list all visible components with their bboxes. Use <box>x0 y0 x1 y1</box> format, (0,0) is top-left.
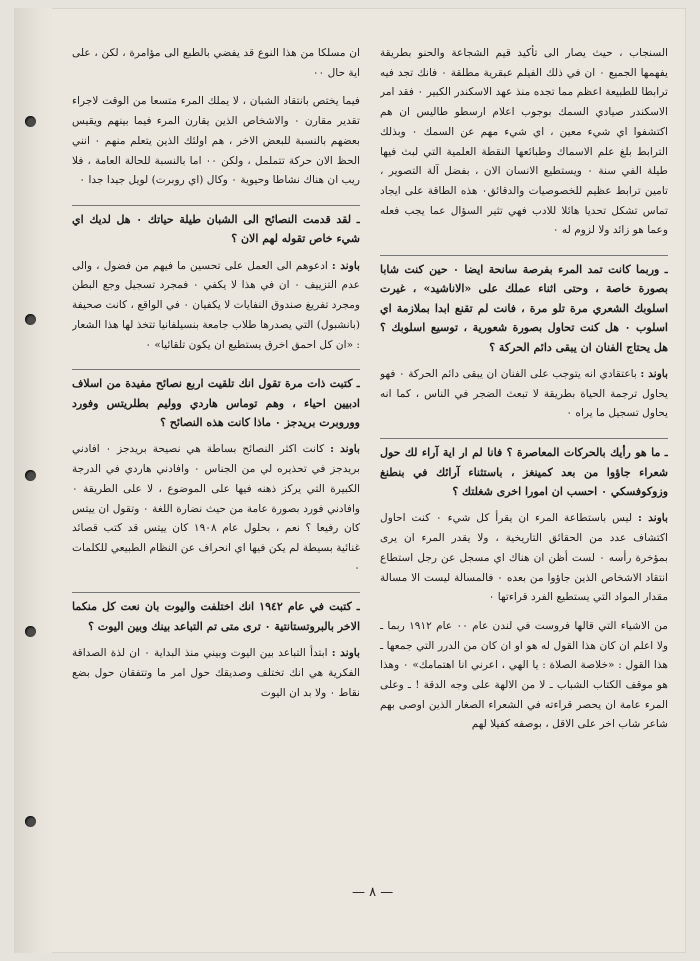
text-column-left <box>72 44 360 844</box>
binding-strip <box>14 8 52 953</box>
speaker-label: باوند : <box>331 259 360 272</box>
interview-answer <box>72 440 360 578</box>
answer-text: ابتدأ التباعد بين اليوت وبيني منذ البداية ٠ ان لذة الصداقة الفكرية هي انك تختلف وصديقك حول امر ما وتتفقان حول بضع نقاط ٠ ولا بد ان اليوت <box>72 647 360 699</box>
interview-question <box>380 438 668 501</box>
question-text: ـ ما هو رأيك بالحركات المعاصرة ؟ فانا لم ار اية آراء لك حول شعراء جاؤوا من بعد كمينغز ، باستثناء آرائك في بنطنغ وزوكوفسكي ٠ احسب ان امورا اخرى شغلتك ؟ <box>380 446 668 498</box>
body-paragraph: ان مسلكا من هذا النوع قد يفضي بالطبع الى مؤامرة ، لكن ، على اية حال ٠٠ <box>72 47 360 79</box>
binding-hole-icon <box>25 116 36 127</box>
speaker-label: باوند : <box>331 647 360 660</box>
binding-hole-icon <box>25 470 36 481</box>
question-text: ـ وربما كانت تمد المرء بفرصة سانحة ايضا ٠ حين كنت شابا بصورة خاصة ، وحتى اثناء عملك على «الاناشيد» ، غيرت اسلوبك الشعري مرة تلو مرة ، فانت لم تقنع ابدا بملازمة اي اسلوب ٠ هل كنت تحاول بصورة شعورية ، توسيع اسلوبك ؟ هل يحتاج الفنان ان يبقى دائم الحركة ؟ <box>380 263 668 354</box>
text-column-right <box>380 44 668 844</box>
magazine-page <box>14 8 686 953</box>
interview-question <box>72 205 360 249</box>
answer-text: ليس باستطاعة المرء ان يقرأ كل شيء ٠ كنت احاول اكتشاف عدد من الحقائق التاريخية ، ولا يقدر المرء ان يرى بمؤخرة رأسه ٠ لست أظن ان هناك اي مسجل عن رجل استطاع انتقاد الاشخاص الذين جاؤوا من بعده ٠ فالمسالة ليست الا مسالة مقدار المواد التي يستطيع الفرد قراءتها ٠ <box>380 512 668 604</box>
interview-question <box>72 592 360 636</box>
answer-text: ادعوهم الى العمل على تحسين ما فيهم من فضول ، والى عدم التزييف ٠ ان في هذا لا يكفي ٠ فمجرد تسجيل وجع البطن ومجرد تفريغ صندوق النفايات لا يكفيان ٠ في الواقع ، كانت صحيفة (بانشبول) التي يصدرها طلاب جامعة بنسيلفانيا تتخذ لها هذا الشعار : «ان كل احمق اخرق يستطيع ان يكون تلقائيا» ٠ <box>72 259 360 351</box>
interview-answer <box>380 509 668 608</box>
speaker-label: باوند : <box>640 368 668 381</box>
question-text: ـ لقد قدمت النصائح الى الشبان طيلة حياتك ٠ هل لديك اي شيء خاص تقوله لهم الان ؟ <box>72 212 360 246</box>
binding-hole-icon <box>25 626 36 637</box>
speaker-label: باوند : <box>330 443 360 456</box>
question-text: ـ كتبت ذات مرة تقول انك تلقيت اربع نصائح مفيدة من اسلاف ادبيين احياء ، وهم توماس هاردي ووليم بطلريتس وفورد ووروبرت بريدجز ٠ ماذا كانت هذه النصائح ؟ <box>72 377 360 430</box>
interview-question <box>72 369 360 432</box>
answer-text: باعتقادي انه يتوجب على الفنان ان يبقى دائم الحركة ٠ فهو يحاول ترجمة الحياة بطريقة لا تبعث الضجر في الناس ، كما انه يحاول تسجيل ما يراه ٠ <box>380 368 668 420</box>
body-paragraph: السنجاب ، حيث يصار الى تأكيد قيم الشجاعة والحنو بطريقة يفهمها الجميع ٠ ان في ذلك الفيلم عبقرية مطلقة ٠ فانك تجد فيه ترابطا للطبيعة اعظم مما تجده منذ عهد الاسكندر الكبير ٠ فقد امر الاسكندر صيادي السمك بوجوب اعلام ارسطو طاليس ان هم اكتشفوا اي شيء معين ، اي شيء مهم عن السمك ٠ وبذلك الترابط بلغ علم الاسماك وطبائعها النقطة العلمية التي لبث فيها طيلة الفي سنة ٠ ويستطيع الانسان الان ، بفضل آلة التصوير ، تامين ترابط عظيم للخصوصيات والدقائق٠ هذه الطاقة على ايجاد تماس تشكل تحديا هائلا للادب فهي تثير السؤال عما يجب فعله وعما هو زائد ولا لزوم له ٠ <box>380 47 668 237</box>
body-paragraph: من الاشياء التي قالها فروست في لندن عام ٠٠ عام ١٩١٢ ربما ـ ولا اعلم ان كان هذا القول له هو او ان كان من الدرر التي جمعها ـ هذا القول : «خلاصة الصلاة : يا الهي ، اعرني انا اهتمامك» ٠ وهذا هو موقف الكتاب الشباب ـ لا من الالهة على وجه الدقة ! ـ وعلى المرء عامة ان يحصر قراءته في الشعراء الصغار الذين اوصى بهم شاعر شاب اخر على الاقل ، بوصفه كفيلا لهم <box>380 619 668 731</box>
binding-hole-icon <box>25 816 36 827</box>
body-paragraph: فيما يختص بانتقاد الشبان ، لا يملك المرء متسعا من الوقت لاجراء تقدير مقارن ٠ والاشخاص الذين يقارن المرء فيما بينهم ويقيس بعضهم بالنسبة للبعض الاخر ، هم اولئك الذين يتعلم منهم ٠ انني الحظ الان حركة تتململ ، ولكن ٠٠ اما بالنسبة للحالة العامة ، فلا ريب ان هناك نشاطا وحيوية ٠ وكال (اي روبرت) لويل جيدا جدا ٠ <box>72 95 360 187</box>
question-text: ـ كتبت في عام ١٩٤٢ انك اختلفت واليوت بان نعت كل منكما الاخر بالبروتستانتية ٠ ترى متى تم التباعد بينك وبين اليوت ؟ <box>72 600 360 633</box>
interview-question <box>380 255 668 357</box>
interview-answer <box>72 257 360 356</box>
interview-answer <box>380 365 668 424</box>
speaker-label: باوند : <box>638 512 668 525</box>
page-number: — ٨ — <box>352 885 394 900</box>
interview-answer <box>72 644 360 703</box>
answer-text: كانت اكثر النصائح بساطة هي نصيحة بريدجز ٠ افادني بريدجز في تحذيره لي من الجناس ٠ وافادني هاردي في الدرجة الكبيرة التي يركز ذهنه فيها على الموضوع ، لا على الطريقة ٠ وافادني فورد بصورة عامة من حيث نضارة اللغة ٠ وتقول ان ييتس كان رفيعا ؟ نعم ، بحلول عام ١٩٠٨ كان ييتس قد كتب قصائد غنائية بسيطة لم يكن فيها اي انحراف عن النظام الطبيعي للكلمات ٠ <box>72 443 360 574</box>
binding-hole-icon <box>25 314 36 325</box>
